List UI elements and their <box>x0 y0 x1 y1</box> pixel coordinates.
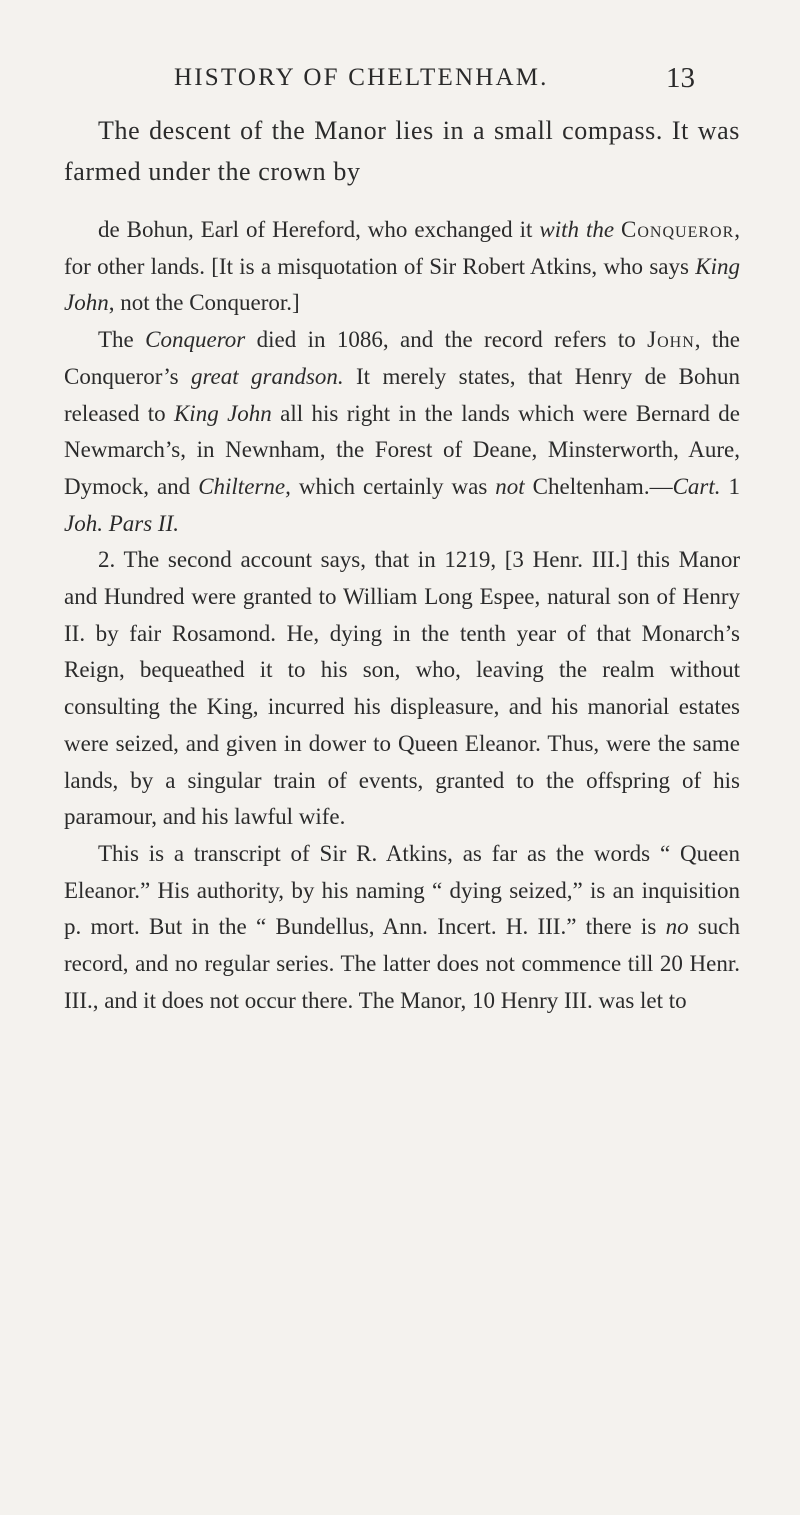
text-run: King John <box>173 400 272 426</box>
text-run: such record, and no regular series. The latter does not commence till 20 Henr. III., and it does not occur there. The Manor, 10 Henry III. was let to <box>64 914 740 1013</box>
text-run: not <box>495 473 525 499</box>
text-run: , not the Conqueror.] <box>108 290 300 316</box>
text-run: Cheltenham.— <box>524 473 673 499</box>
paragraph-1 <box>64 110 740 192</box>
text-run: King John <box>64 253 740 316</box>
text-run: all his right in the lands which were Bernard de Newmarch’s, in Newnham, the Forest of Deane, Minsterworth, Aure, Dymock, and <box>64 400 740 499</box>
text-run: Joh. Pars II. <box>64 510 179 536</box>
running-title: HISTORY OF CHELTENHAM. <box>174 64 549 91</box>
text-run: died in 1086, and the record refers to <box>245 327 648 353</box>
text-run: The <box>98 327 146 353</box>
running-head <box>0 64 800 104</box>
text-run: which certainly was <box>290 473 496 499</box>
text-run: It merely states, that Henry de Bohun released to <box>64 363 740 426</box>
body-text <box>64 110 740 1019</box>
paragraph-3 <box>64 322 740 542</box>
text-run: The descent of the Manor lies in a small compass. It was farmed under the crown by <box>64 116 740 186</box>
text-run: This is a transcript of Sir R. Atkins, as far as the words “ Queen Eleanor.” His authority, by his naming “ dying seized,” is an inquisition p. mort. But in the “ Bundellus, Ann. Incert. H. III.” there is <box>64 840 740 940</box>
text-run: , the Conqueror’s <box>64 327 740 389</box>
text-run <box>614 217 621 242</box>
text-run: Cart. <box>672 473 721 499</box>
page-number: 13 <box>666 62 695 94</box>
text-run: 1 <box>720 473 741 499</box>
text-run: , for other lands. [It is a misquotation of Sir Robert Atkins, who says <box>64 217 740 279</box>
text-run: no <box>665 914 689 940</box>
text-run: with the <box>539 217 615 242</box>
paragraph-2 <box>64 212 740 322</box>
text-run: Conqueror <box>621 217 735 242</box>
text-run: de Bohun, Earl of Hereford, who exchanged it <box>98 217 540 242</box>
paragraph-5 <box>64 836 740 1020</box>
text-run: Conqueror <box>145 327 246 353</box>
text-run: John <box>647 327 695 353</box>
text-run: Chilterne, <box>198 473 291 499</box>
text-run: 2. The second account says, that in 1219, [3 Henr. III.] this Manor and Hundred were granted to William Long Espee, natural son of Henry II. by fair Rosamond. He, dying in the tenth year of that Monarch’s Reign, bequeathed it to his son, who, leaving the realm without consulting the King, incurred his displeasure, and his manorial estates were seized, and given in dower to Queen Eleanor. Thus, were the same lands, by a singular train of events, granted to the offspring of his paramour, and his lawful wife. <box>64 547 740 830</box>
text-run: great grandson. <box>190 363 344 389</box>
paragraph-4 <box>64 542 740 836</box>
